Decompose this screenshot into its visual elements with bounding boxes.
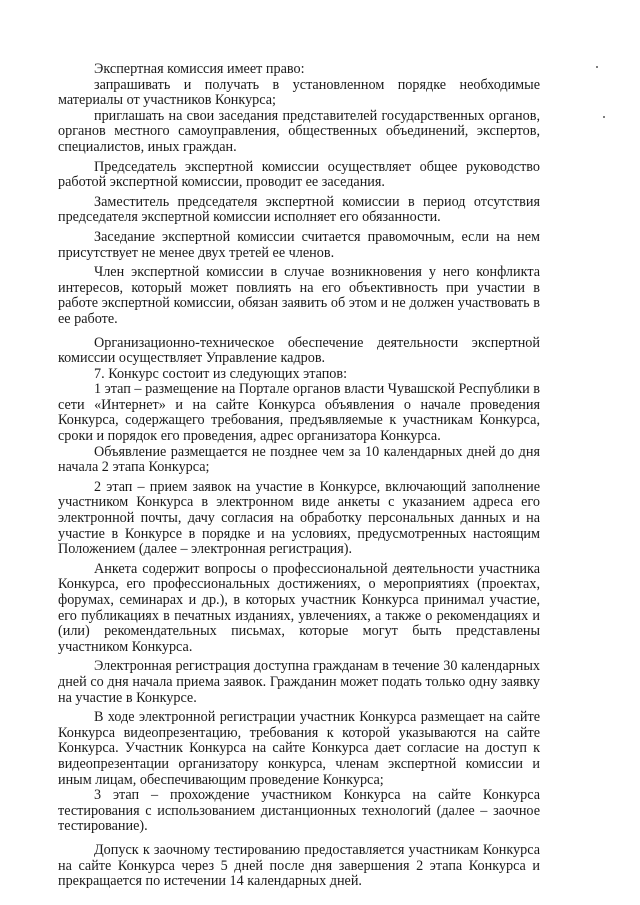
paragraph-testing-access: Допуск к заочному тестированию предоставляется участникам Конкурса на сайте Конкурса через 5 дней после дня завершения 2 этапа Конкурса и прекращается по истечении 14 календарных дней.: [58, 841, 540, 890]
paragraph-request-materials: запрашивать и получать в установленном порядке необходимые материалы от участников Конкурса;: [58, 76, 540, 109]
paragraph-stage-3: 3 этап – прохождение участником Конкурса на сайте Конкурса тестирования с использованием дистанционных технологий (далее – заочное тестирование).: [58, 787, 540, 835]
paragraph-conflict-of-interest: Член экспертной комиссии в случае возникновения у него конфликта интересов, который может повлиять на его объективность при участии в работе экспертной комиссии, обязан заявить об этом и не должен участвовать в ее работе.: [58, 264, 540, 327]
scan-speck: [596, 66, 598, 68]
paragraph-questionnaire: Анкета содержит вопросы о профессиональной деятельности участника Конкурса, его профессиональных достижениях, о мероприятиях (проектах, форумах, семинарах и др.), в которых участник Конкурса принимал участие, его публикациях в печатных изданиях, увлечениях, а также о рекомендациях и (или) рекомендательных письмах, которые могут быть представлены участником Конкурса.: [58, 560, 540, 655]
paragraph-chairman: Председатель экспертной комиссии осуществляет общее руководство работой экспертной комиссии, проводит ее заседания.: [58, 158, 540, 191]
paragraph-commission-rights: Экспертная комиссия имеет право:: [94, 61, 305, 77]
paragraph-contest-stages: 7. Конкурс состоит из следующих этапов:: [94, 365, 348, 382]
paragraph-stage-1: 1 этап – размещение на Портале органов власти Чувашской Республики в сети «Интернет» и на сайте Конкурса объявления о начале проведения Конкурса, содержащего требования, предъявляемые к участникам Конкурса, сроки и порядок его проведения, адрес организатора Конкурса.: [58, 381, 540, 445]
paragraph-organizational-support: Организационно-техническое обеспечение деятельности экспертной комиссии осуществляет Управление кадров.: [58, 334, 540, 367]
paragraph-invite-representatives: приглашать на свои заседания представителей государственных органов, органов местного самоуправления, общественных объединений, экспертов, специалистов, иных граждан.: [58, 107, 540, 155]
paragraph-announcement: Объявление размещается не позднее чем за 10 календарных дней до дня начала 2 этапа Конкурса;: [58, 443, 540, 476]
paragraph-quorum: Заседание экспертной комиссии считается правомочным, если на нем присутствует не менее двух третей ее членов.: [58, 228, 540, 261]
paragraph-video-presentation: В ходе электронной регистрации участник Конкурса размещает на сайте Конкурса видеопрезентацию, требования к которой указываются на сайте Конкурса. Участник Конкурса на сайте Конкурса дает согласие на доступ к видеопрезентации организатору конкурса, членам экспертной комиссии и иным лицам, обеспечивающим проведение Конкурса;: [58, 709, 540, 788]
paragraph-electronic-registration: Электронная регистрация доступна гражданам в течение 30 календарных дней со дня начала приема заявок. Гражданин может подать только одну заявку на участие в Конкурсе.: [58, 658, 540, 706]
paragraph-stage-2: 2 этап – прием заявок на участие в Конкурсе, включающий заполнение участником Конкурса в электронном виде анкеты с указанием адреса его электронной почты, дачу согласия на обработку персональных данных и на участие в Конкурсе в порядке и на условиях, предусмотренных настоящим Положением (далее – электронная регистрация).: [58, 478, 540, 558]
scan-speck: [603, 116, 605, 118]
document-page: [58, 62, 540, 890]
paragraph-deputy-chairman: Заместитель председателя экспертной комиссии в период отсутствия председателя экспертной комиссии исполняет его обязанности.: [58, 193, 540, 226]
